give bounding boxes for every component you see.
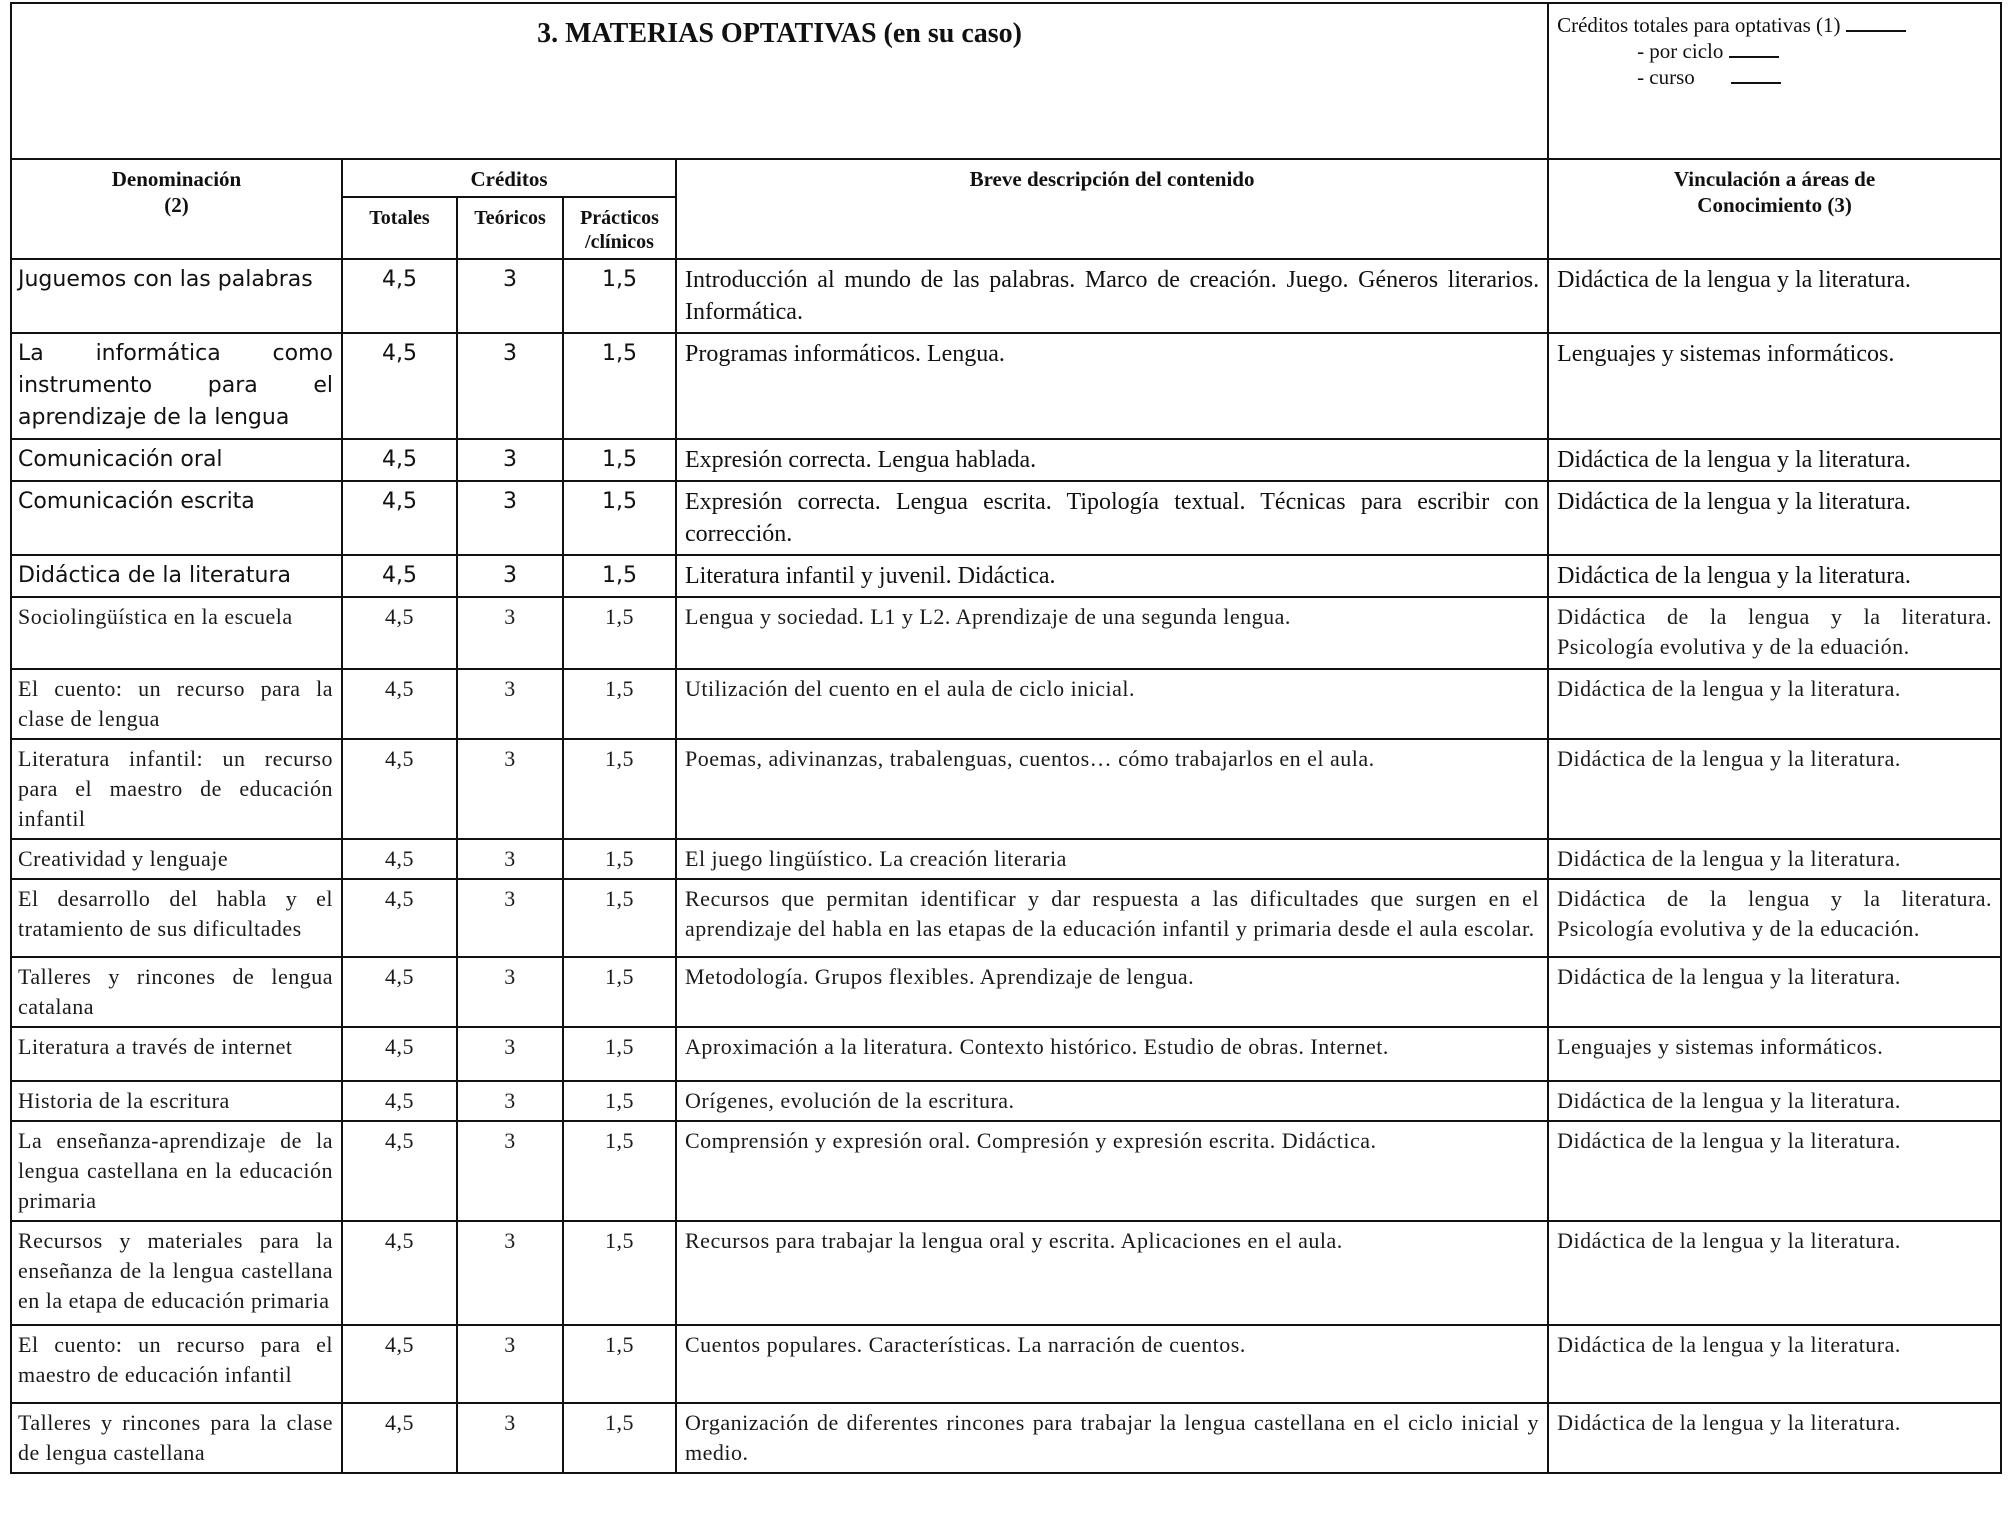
knowledge-area: Didáctica de la lengua y la literatura. [1548,1221,2001,1325]
credits-totales: 4,5 [342,259,457,333]
blank-line [1846,14,1906,32]
credits-teoricos: 3 [457,259,563,333]
credits-teoricos: 3 [457,597,563,669]
content-description: Aproximación a la literatura. Contexto histórico. Estudio de obras. Internet. [676,1027,1548,1081]
table-row [11,1081,2001,1121]
credits-practicos: 1,5 [563,1325,676,1403]
table-row [11,1403,2001,1473]
knowledge-area: Didáctica de la lengua y la literatura. [1548,669,2001,739]
table-row [11,555,2001,597]
content-description: Metodología. Grupos flexibles. Aprendizaje de lengua. [676,957,1548,1027]
credits-practicos: 1,5 [563,1121,676,1221]
table-row [11,839,2001,879]
credits-totales: 4,5 [342,839,457,879]
course-name: Comunicación oral [11,439,342,481]
credits-totales: 4,5 [342,597,457,669]
credits-totales: 4,5 [342,739,457,839]
denominacion-label: Denominación [111,167,242,191]
credits-note-ciclo: - por ciclo [1637,39,1724,63]
credits-teoricos: 3 [457,481,563,555]
knowledge-area: Lenguajes y sistemas informáticos. [1548,333,2001,439]
header-row [11,159,2001,197]
credits-note-curso: - curso [1637,65,1695,89]
knowledge-area: Didáctica de la lengua y la literatura. [1548,839,2001,879]
knowledge-area: Didáctica de la lengua y la literatura. [1548,1081,2001,1121]
knowledge-area: Didáctica de la lengua y la literatura. [1548,1403,2001,1473]
course-name: Recursos y materiales para la enseñanza de la lengua castellana en la etapa de educación primaria [11,1221,342,1325]
content-description: Comprensión y expresión oral. Compresión y expresión escrita. Didáctica. [676,1121,1548,1221]
knowledge-area: Didáctica de la lengua y la literatura. Psicología evolutiva y de la eduación. [1548,597,2001,669]
course-name: Creatividad y lenguaje [11,839,342,879]
col-header-creditos: Créditos [342,159,676,197]
knowledge-area: Didáctica de la lengua y la literatura. [1548,259,2001,333]
col-header-totales: Totales [342,197,457,259]
course-name: El desarrollo del habla y el tratamiento de sus dificultades [11,879,342,957]
content-description: El juego lingüístico. La creación literaria [676,839,1548,879]
credits-totales: 4,5 [342,1027,457,1081]
credits-totales: 4,5 [342,1325,457,1403]
practicos-sub-label: /clínicos [585,231,654,253]
credits-teoricos: 3 [457,439,563,481]
credits-note [1548,3,2001,159]
credits-practicos: 1,5 [563,333,676,439]
content-description: Recursos para trabajar la lengua oral y escrita. Aplicaciones en el aula. [676,1221,1548,1325]
credits-practicos: 1,5 [563,957,676,1027]
knowledge-area: Didáctica de la lengua y la literatura. [1548,439,2001,481]
optativas-document [10,2,2000,1474]
table-row [11,259,2001,333]
credits-practicos: 1,5 [563,879,676,957]
credits-practicos: 1,5 [563,597,676,669]
credits-practicos: 1,5 [563,1081,676,1121]
content-description: Cuentos populares. Características. La narración de cuentos. [676,1325,1548,1403]
course-name: Historia de la escritura [11,1081,342,1121]
course-name: Literatura infantil: un recurso para el maestro de educación infantil [11,739,342,839]
table-body [11,259,2001,1473]
title-row [11,3,2001,159]
credits-totales: 4,5 [342,1081,457,1121]
content-description: Lengua y sociedad. L1 y L2. Aprendizaje de una segunda lengua. [676,597,1548,669]
table-row [11,879,2001,957]
vinculacion-label: Vinculación a áreas de [1673,167,1876,191]
credits-teoricos: 3 [457,555,563,597]
course-name: La enseñanza-aprendizaje de la lengua castellana en la educación primaria [11,1121,342,1221]
credits-teoricos: 3 [457,739,563,839]
table-row [11,1121,2001,1221]
credits-totales: 4,5 [342,1121,457,1221]
course-name: Literatura a través de internet [11,1027,342,1081]
content-description: Orígenes, evolución de la escritura. [676,1081,1548,1121]
credits-practicos: 1,5 [563,669,676,739]
blank-line [1731,66,1781,84]
credits-totales: 4,5 [342,669,457,739]
blank-line [1729,40,1779,58]
knowledge-area: Didáctica de la lengua y la literatura. [1548,739,2001,839]
credits-totales: 4,5 [342,1403,457,1473]
content-description: Introducción al mundo de las palabras. Marco de creación. Juego. Géneros literarios. Informática. [676,259,1548,333]
credits-practicos: 1,5 [563,1403,676,1473]
table-row [11,957,2001,1027]
knowledge-area: Lenguajes y sistemas informáticos. [1548,1027,2001,1081]
credits-practicos: 1,5 [563,839,676,879]
credits-teoricos: 3 [457,669,563,739]
optativas-table [10,2,2002,1474]
credits-teoricos: 3 [457,1121,563,1221]
denominacion-note: (2) [164,193,189,217]
content-description: Expresión correcta. Lengua escrita. Tipología textual. Técnicas para escribir con corrección. [676,481,1548,555]
table-row [11,481,2001,555]
credits-practicos: 1,5 [563,481,676,555]
content-description: Literatura infantil y juvenil. Didáctica. [676,555,1548,597]
credits-totales: 4,5 [342,957,457,1027]
knowledge-area: Didáctica de la lengua y la literatura. [1548,1325,2001,1403]
credits-teoricos: 3 [457,1403,563,1473]
col-header-denominacion [11,159,342,259]
table-row [11,597,2001,669]
credits-totales: 4,5 [342,879,457,957]
credits-teoricos: 3 [457,1027,563,1081]
section-title: 3. MATERIAS OPTATIVAS (en su caso) [11,3,1548,159]
table-row [11,1325,2001,1403]
table-row [11,669,2001,739]
knowledge-area: Didáctica de la lengua y la literatura. [1548,1121,2001,1221]
credits-practicos: 1,5 [563,739,676,839]
table-row [11,1027,2001,1081]
course-name: Talleres y rincones de lengua catalana [11,957,342,1027]
course-name: El cuento: un recurso para el maestro de educación infantil [11,1325,342,1403]
credits-totales: 4,5 [342,1221,457,1325]
col-header-practicos [563,197,676,259]
content-description: Utilización del cuento en el aula de ciclo inicial. [676,669,1548,739]
credits-teoricos: 3 [457,957,563,1027]
col-header-descripcion: Breve descripción del contenido [676,159,1548,259]
knowledge-area: Didáctica de la lengua y la literatura. [1548,957,2001,1027]
credits-note-total: Créditos totales para optativas (1) [1557,13,1841,37]
vinculacion-label-2: Conocimiento (3) [1697,193,1852,217]
content-description: Recursos que permitan identificar y dar respuesta a las dificultades que surgen en el aprendizaje del habla en las etapas de la educación infantil y primaria desde el aula escolar. [676,879,1548,957]
practicos-label: Prácticos [580,207,659,229]
course-name: Comunicación escrita [11,481,342,555]
course-name: Juguemos con las palabras [11,259,342,333]
content-description: Organización de diferentes rincones para trabajar la lengua castellana en el ciclo inicial y medio. [676,1403,1548,1473]
credits-totales: 4,5 [342,481,457,555]
col-header-vinculacion [1548,159,2001,259]
credits-totales: 4,5 [342,555,457,597]
course-name: Talleres y rincones para la clase de lengua castellana [11,1403,342,1473]
content-description: Poemas, adivinanzas, trabalenguas, cuentos… cómo trabajarlos en el aula. [676,739,1548,839]
table-row [11,333,2001,439]
credits-practicos: 1,5 [563,259,676,333]
credits-teoricos: 3 [457,879,563,957]
credits-teoricos: 3 [457,839,563,879]
table-row [11,439,2001,481]
knowledge-area: Didáctica de la lengua y la literatura. [1548,555,2001,597]
credits-practicos: 1,5 [563,1221,676,1325]
course-name: Didáctica de la literatura [11,555,342,597]
credits-teoricos: 3 [457,333,563,439]
content-description: Programas informáticos. Lengua. [676,333,1548,439]
col-header-teoricos: Teóricos [457,197,563,259]
credits-teoricos: 3 [457,1325,563,1403]
credits-practicos: 1,5 [563,555,676,597]
knowledge-area: Didáctica de la lengua y la literatura. [1548,481,2001,555]
credits-totales: 4,5 [342,333,457,439]
table-row [11,1221,2001,1325]
credits-practicos: 1,5 [563,439,676,481]
knowledge-area: Didáctica de la lengua y la literatura. Psicología evolutiva y de la educación. [1548,879,2001,957]
course-name: Sociolingüística en la escuela [11,597,342,669]
table-row [11,739,2001,839]
course-name: El cuento: un recurso para la clase de lengua [11,669,342,739]
credits-teoricos: 3 [457,1221,563,1325]
credits-practicos: 1,5 [563,1027,676,1081]
credits-totales: 4,5 [342,439,457,481]
credits-teoricos: 3 [457,1081,563,1121]
content-description: Expresión correcta. Lengua hablada. [676,439,1548,481]
course-name: La informática como instrumento para el aprendizaje de la lengua [11,333,342,439]
